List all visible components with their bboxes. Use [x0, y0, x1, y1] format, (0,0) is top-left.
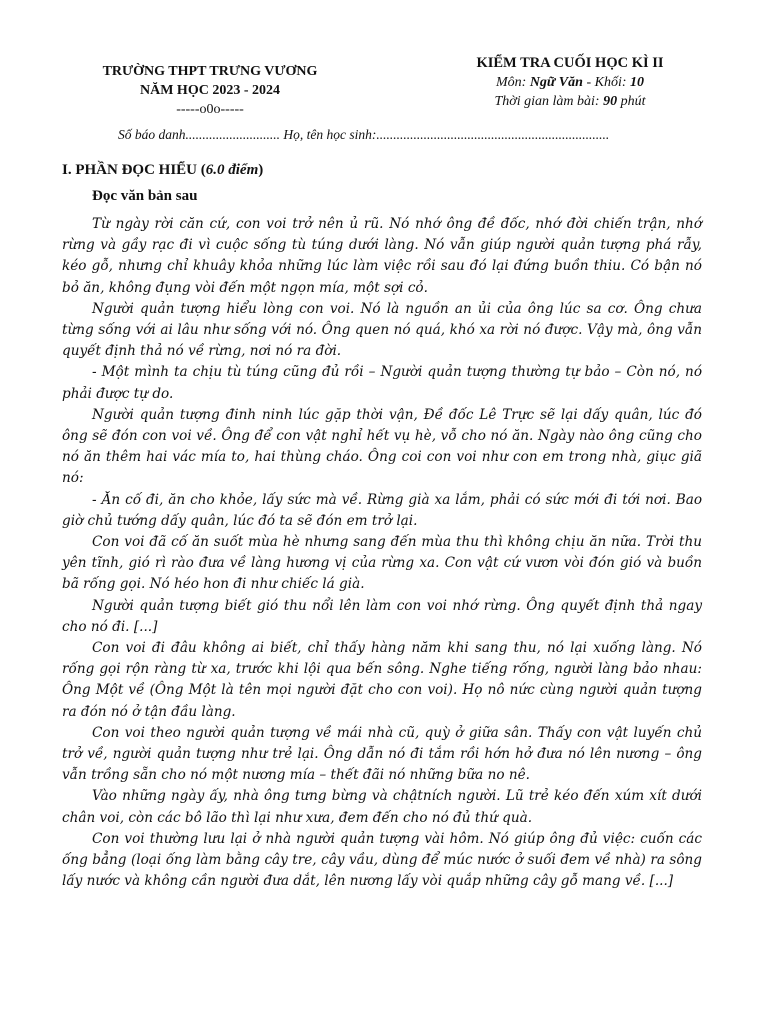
- school-year: NĂM HỌC 2023 - 2024: [140, 83, 280, 98]
- reading-instruction: Đọc văn bản sau: [92, 188, 198, 204]
- section-title: I. PHẦN ĐỌC HIỂU (6.0 điểm): [62, 162, 264, 178]
- passage-paragraph: Con voi theo người quản tượng về mái nhà cũ, quỳ ở giữa sân. Thấy con vật luyến chủ trở về, người quản tượng như trẻ lại. Ông dẫn nó đi tắm rồi hớn hở đưa nó lên nương – ông vẫn trồng sẵn cho nó một nương mía – thết đãi nó những bữa no nê.: [62, 724, 702, 784]
- exam-title: KIỂM TRA CUỐI HỌC KÌ II: [476, 55, 664, 71]
- school-header: [60, 62, 360, 119]
- grade-value: 10: [630, 75, 644, 90]
- school-name: TRƯỜNG THPT TRƯNG VƯƠNG: [102, 64, 318, 79]
- header-separator: -----o0o-----: [176, 102, 244, 117]
- reading-passage: [62, 214, 702, 893]
- passage-paragraph: Người quản tượng hiểu lòng con voi. Nó là nguồn an ủi của ông lúc sa cơ. Ông chưa từng sống với ai lâu như sống với nó. Ông quen nó quá, khó xa rời nó được. Vậy mà, ông vẫn quyết định thả nó về rừng, nơi nó ra đời.: [62, 300, 702, 360]
- passage-paragraph: Từ ngày rời căn cứ, con voi trở nên ủ rũ. Nó nhớ ông đề đốc, nhớ đời chiến trận, nhớ rừng và gầy rạc đi vì cuộc sống tù túng dưới làng. Nó vẫn giúp người quản tượng phá rẫy, kéo gỗ, nhưng chỉ khuây khỏa những lúc làm việc rồi sau đó lại đứng buồn thiu. Có bận nó bỏ ăn, không đụng vòi đến một ngọn mía, một sợi cỏ.: [62, 216, 702, 296]
- passage-paragraph: Con voi đi đâu không ai biết, chỉ thấy hàng năm khi sang thu, nó lại xuống làng. Nó rống gọi rộn ràng từ xa, trước khi lội qua bến sông. Nghe tiếng rống, người làng bảo nhau: Ông Một về (Ông Một là tên mọi người đặt cho con voi). Họ nô nức cùng người quản tượng ra đón nó ở tận đầu làng.: [62, 640, 702, 720]
- passage-paragraph: Con voi thường lưu lại ở nhà người quản tượng vài hôm. Nó giúp ông đủ việc: cuốn các ống bẳng (loại ống làm bằng cây tre, cây vầu, dùng để múc nước ở suối đem về nhà) ra sông lấy nước và không cần người đưa dắt, lên nương lấy vòi quắp những cây gỗ mang về. [...]: [62, 830, 702, 890]
- subject-value: Ngữ Văn: [529, 75, 583, 90]
- section-points: 6.0 điểm: [205, 162, 259, 178]
- passage-paragraph: - Một mình ta chịu tù túng cũng đủ rồi – Người quản tượng thường tự bảo – Còn nó, nó phải được tự do.: [62, 364, 702, 402]
- passage-paragraph: Con voi đã cố ăn suốt mùa hè nhưng sang đến mùa thu thì không chịu ăn nữa. Trời thu yên tĩnh, gió rì rào đưa về làng hương vị của rừng xa. Con vật cứ vươn vòi đón gió và buồn bã rống gọi. Nó héo hon đi như chiếc lá già.: [62, 534, 702, 593]
- passage-paragraph: - Ăn cố đi, ăn cho khỏe, lấy sức mà về. Rừng già xa lắm, phải có sức mới đi tới nơi. Bao giờ chủ tướng dấy quân, lúc đó ta sẽ đón em trở lại.: [62, 491, 702, 529]
- passage-paragraph: Người quản tượng biết gió thu nổi lên làm con voi nhớ rừng. Ông quyết định thả ngay cho nó đi. [...]: [62, 597, 702, 635]
- exam-time-line: Thời gian làm bài: 90 phút: [494, 94, 646, 109]
- passage-paragraph: Người quản tượng đinh ninh lúc gặp thời vận, Đề đốc Lê Trực sẽ lại dấy quân, lúc đó ông sẽ đón con voi về. Ông để con vật nghỉ hết vụ hè, vỗ cho nó ăn. Ngày nào ông cũng cho nó ăn thêm hai vác mía to, hai thùng cháo. Ông coi con voi như con em trong nhà, giục giã nó:: [62, 406, 702, 487]
- passage-paragraph: Vào những ngày ấy, nhà ông tưng bừng và chậtních người. Lũ trẻ kéo đến xúm xít dưới chân voi, còn các bô lão thì lại như xưa, đem đến cho nó đủ thứ quà.: [62, 788, 702, 826]
- exam-header: [430, 54, 710, 111]
- student-info-line: Số báo danh............................ Họ, tên học sinh:.....................................................................: [118, 127, 610, 142]
- exam-subject-line: Môn: Ngữ Văn - Khối: 10: [495, 75, 644, 90]
- time-value: 90: [603, 94, 618, 109]
